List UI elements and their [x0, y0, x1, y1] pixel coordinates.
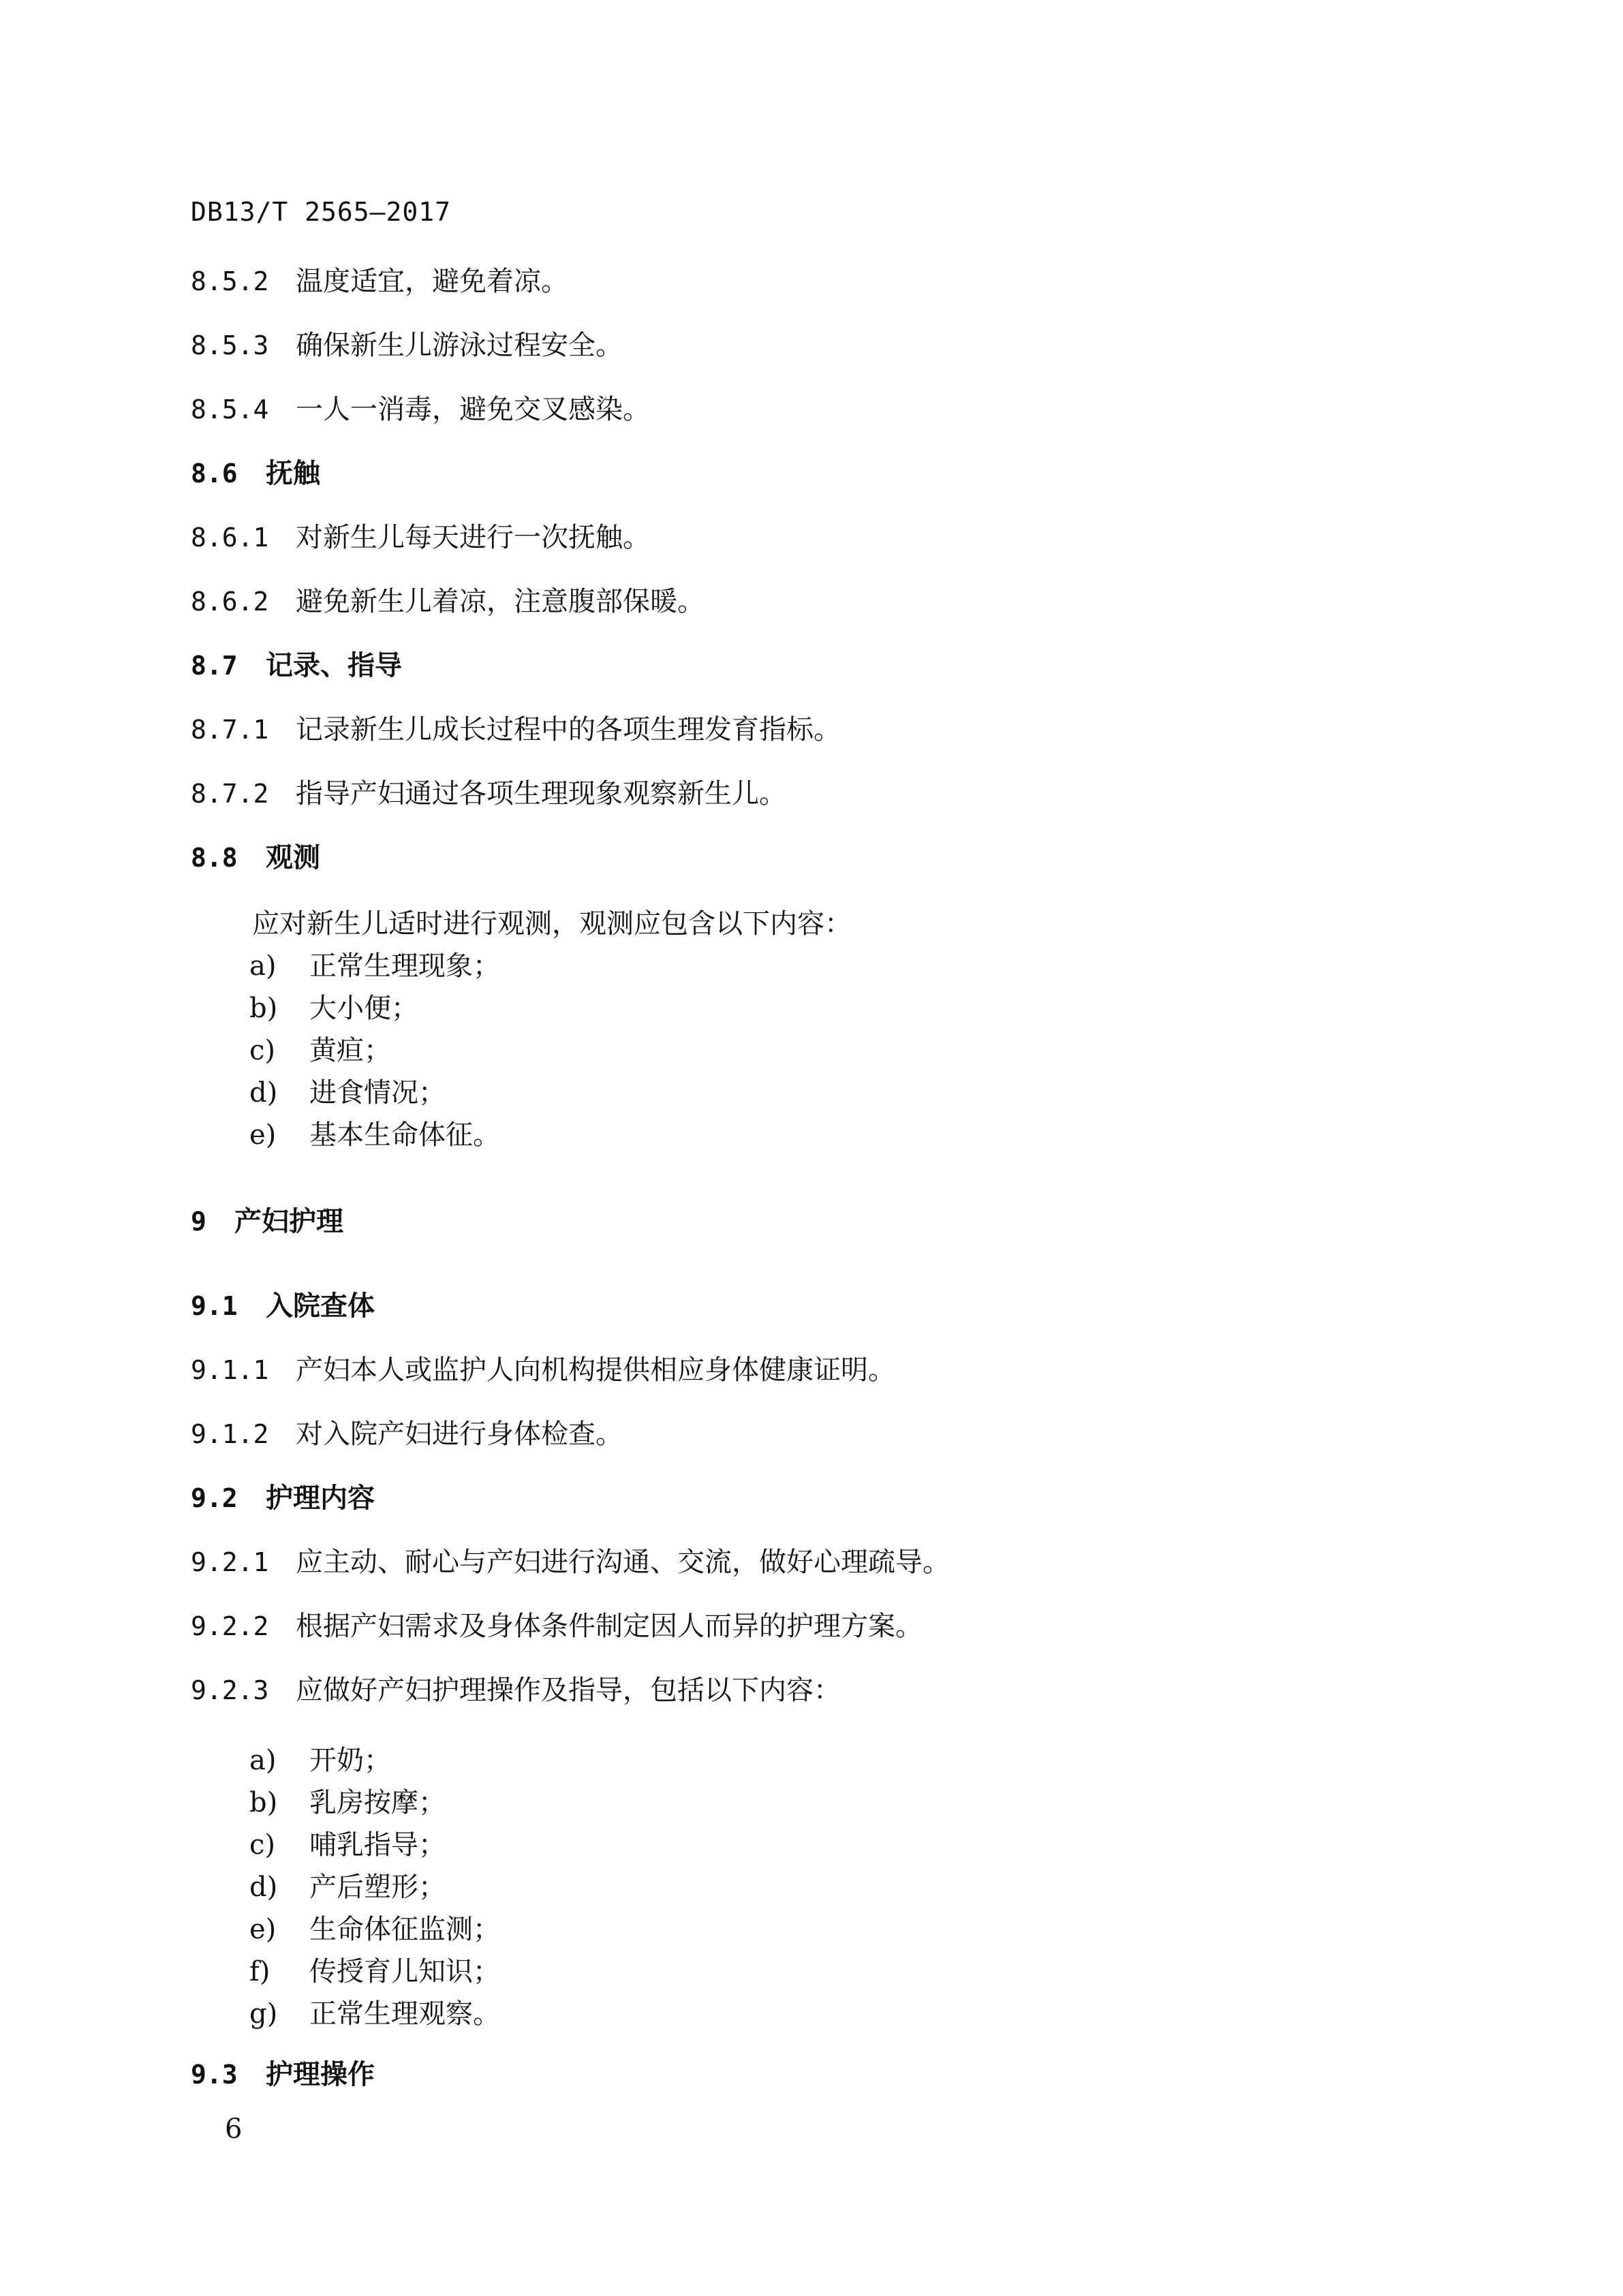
clause-number: 9.2.2: [191, 1611, 269, 1641]
section-heading-9-2: [191, 1481, 375, 1515]
list-text: 开奶；: [309, 1745, 391, 1776]
list-marker: e): [249, 1119, 277, 1151]
section-heading-9-3: [191, 2058, 375, 2092]
clause-8-6-2: [191, 585, 705, 619]
list-marker: g): [249, 1998, 278, 2030]
section-number: 9.1: [191, 1291, 238, 1321]
clause-8-5-4: [191, 392, 650, 426]
clause-number: 8.5.2: [191, 266, 269, 296]
section-title: 入院查体: [266, 1290, 375, 1322]
list-text: 进食情况；: [309, 1077, 446, 1108]
list-marker: c): [249, 1829, 276, 1861]
clause-8-5-2: [191, 264, 568, 298]
clause-8-7-1: [191, 713, 841, 747]
clause-text: 避免新生儿着凉，注意腹部保暖。: [296, 586, 705, 617]
section-title: 记录、指导: [266, 650, 402, 681]
section-title: 护理内容: [266, 1483, 375, 1514]
list-marker: f): [249, 1956, 270, 1987]
section-number: 9.3: [191, 2060, 238, 2090]
section-heading-8-8: [191, 841, 320, 875]
list-text: 乳房按摩；: [309, 1787, 446, 1818]
list-text: 大小便；: [309, 993, 418, 1024]
list-marker: d): [249, 1872, 278, 1903]
section-heading-8-6: [191, 456, 320, 491]
list-marker: b): [249, 1787, 278, 1818]
clause-number: 9.1.2: [191, 1419, 269, 1449]
document-code-header: DB13/T 2565—2017: [191, 197, 452, 227]
section-number: 8.6: [191, 459, 238, 488]
clause-text: 温度适宜，避免着凉。: [296, 266, 568, 297]
clause-text: 对新生儿每天进行一次抚触。: [296, 522, 650, 553]
clause-number: 9.2.1: [191, 1547, 269, 1577]
clause-9-2-3: [191, 1673, 841, 1707]
list-item: [249, 949, 500, 983]
list-text: 生命体征监测；: [309, 1914, 500, 1945]
list-marker: c): [249, 1035, 276, 1066]
section-number: 8.8: [191, 843, 238, 873]
clause-text: 确保新生儿游泳过程安全。: [296, 330, 623, 361]
list-item: [249, 1997, 500, 2031]
clause-number: 8.6.1: [191, 523, 269, 553]
list-item: [249, 1743, 391, 1778]
clause-number: 8.7.1: [191, 715, 269, 745]
list-text: 哺乳指导；: [309, 1829, 446, 1861]
clause-text: 根据产妇需求及身体条件制定因人而异的护理方案。: [296, 1611, 923, 1642]
list-item: [249, 1076, 446, 1110]
section-number: 8.7: [191, 651, 238, 681]
list-text: 基本生命体征。: [309, 1119, 500, 1151]
clause-9-2-2: [191, 1609, 923, 1643]
list-item: [249, 991, 418, 1025]
clause-number: 9.1.1: [191, 1355, 269, 1385]
clause-number: 8.7.2: [191, 779, 269, 809]
section-heading-9-1: [191, 1289, 375, 1323]
list-text: 正常生理现象；: [309, 950, 500, 982]
list-marker: e): [249, 1914, 277, 1945]
clause-text: 记录新生儿成长过程中的各项生理发育指标。: [296, 714, 841, 745]
clause-number: 8.5.3: [191, 330, 269, 360]
chapter-title: 产妇护理: [234, 1206, 343, 1237]
list-item: [249, 1955, 500, 1989]
clause-9-2-1: [191, 1545, 950, 1579]
section-title: 观测: [266, 842, 320, 873]
clause-9-1-1: [191, 1353, 895, 1387]
section-8-8-intro: 应对新生儿适时进行观测，观测应包含以下内容：: [252, 908, 852, 940]
list-text: 传授育儿知识；: [309, 1956, 500, 1987]
list-item: [249, 1828, 446, 1862]
list-item: [249, 1118, 500, 1152]
clause-text: 产妇本人或监护人向机构提供相应身体健康证明。: [296, 1354, 895, 1386]
list-item: [249, 1870, 446, 1904]
clause-text: 一人一消毒，避免交叉感染。: [296, 394, 650, 425]
clause-text: 对入院产妇进行身体检查。: [296, 1418, 623, 1450]
clause-8-7-2: [191, 777, 786, 811]
list-marker: d): [249, 1077, 278, 1108]
chapter-number: 9: [191, 1207, 206, 1237]
clause-number: 9.2.3: [191, 1675, 269, 1705]
section-title: 护理操作: [266, 2059, 375, 2090]
list-item: [249, 1912, 500, 1946]
list-text: 产后塑形；: [309, 1872, 446, 1903]
list-item: [249, 1786, 446, 1820]
list-marker: b): [249, 993, 278, 1024]
section-heading-8-7: [191, 649, 402, 683]
clause-8-6-1: [191, 521, 650, 555]
chapter-heading-9: [191, 1205, 343, 1239]
page-number: 6: [225, 2113, 243, 2145]
clause-number: 8.5.4: [191, 394, 269, 424]
section-number: 9.2: [191, 1483, 238, 1513]
list-text: 黄疸；: [309, 1035, 391, 1066]
section-title: 抚触: [266, 458, 320, 489]
list-marker: a): [249, 1745, 277, 1776]
clause-9-1-2: [191, 1417, 623, 1451]
clause-8-5-3: [191, 328, 623, 362]
clause-number: 8.6.2: [191, 587, 269, 617]
list-text: 正常生理观察。: [309, 1998, 500, 2030]
list-marker: a): [249, 950, 277, 982]
clause-text: 应做好产妇护理操作及指导，包括以下内容：: [296, 1675, 841, 1706]
clause-text: 应主动、耐心与产妇进行沟通、交流，做好心理疏导。: [296, 1547, 950, 1578]
list-item: [249, 1034, 391, 1068]
clause-text: 指导产妇通过各项生理现象观察新生儿。: [296, 778, 786, 809]
